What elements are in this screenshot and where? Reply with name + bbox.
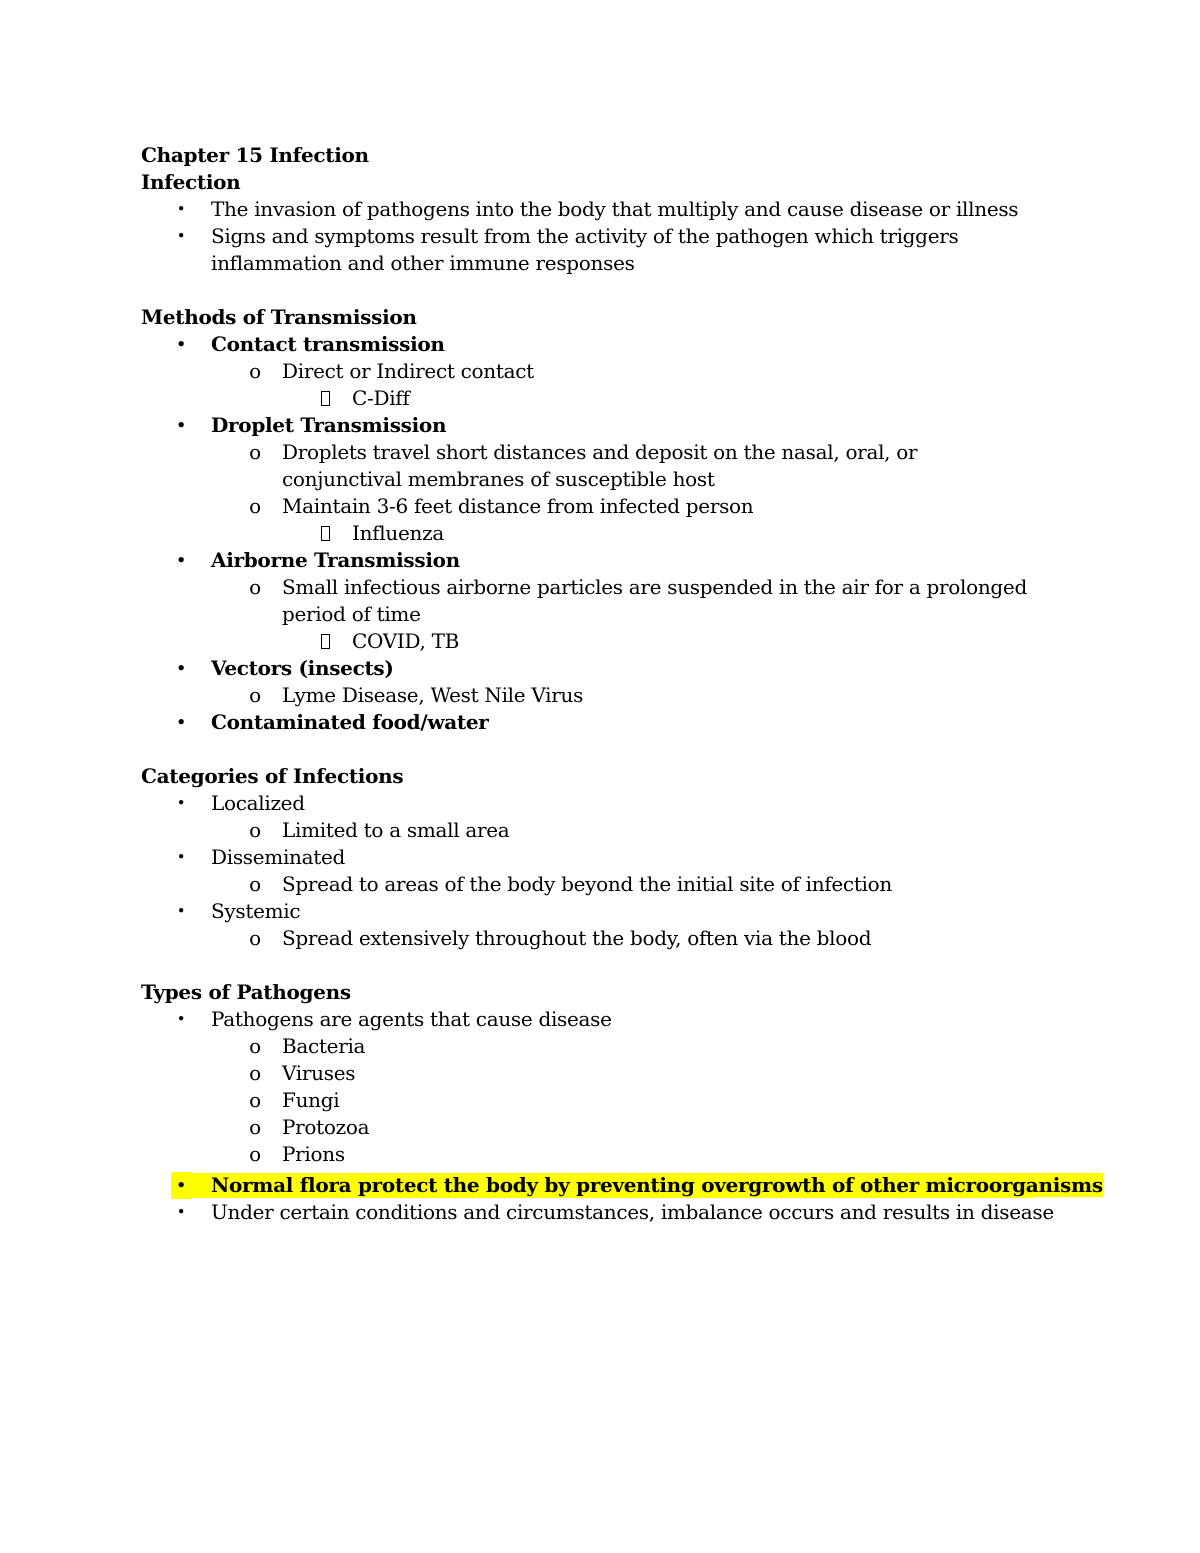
list-item-text: Localized <box>211 791 305 815</box>
list-item-text: Small infectious airborne particles are suspended in the air for a prolonged period of time <box>282 575 1027 626</box>
bullet-icon: • <box>176 713 186 731</box>
list-item <box>141 628 1091 655</box>
square-bullet-icon <box>313 385 337 412</box>
section-heading-transmission: Methods of Transmission <box>141 305 417 329</box>
list-item <box>141 412 1091 439</box>
circle-bullet-icon: o <box>249 440 261 464</box>
bullet-icon: • <box>171 1172 191 1199</box>
list-item-text: Protozoa <box>282 1115 370 1139</box>
bullet-icon: • <box>176 200 186 218</box>
list-item-text: Bacteria <box>282 1034 366 1058</box>
list-item-text: Systemic <box>211 899 301 923</box>
section-heading-pathogens: Types of Pathogens <box>141 980 351 1004</box>
list-item <box>141 520 1091 547</box>
bullet-icon: • <box>176 1010 186 1028</box>
list-item-text: Prions <box>282 1142 345 1166</box>
section-heading-infection: Infection <box>141 170 241 194</box>
list-item-text: Contaminated food/water <box>211 710 489 734</box>
bullet-icon: • <box>176 902 186 920</box>
list-item-text: Droplet Transmission <box>211 413 447 437</box>
list-item <box>141 925 1091 952</box>
list-item-text: COVID, TB <box>352 629 460 653</box>
list-item <box>141 1141 1091 1168</box>
list-item-text: Spread to areas of the body beyond the initial site of infection <box>282 872 892 896</box>
list-item-text: Droplets travel short distances and deposit on the nasal, oral, or conjunctival membranes of susceptible host <box>282 440 918 491</box>
bullet-icon: • <box>176 227 186 245</box>
circle-bullet-icon: o <box>249 872 261 896</box>
list-item <box>141 574 1091 628</box>
list-item <box>141 790 1091 817</box>
bullet-icon: • <box>176 1203 186 1221</box>
list-item-text: Influenza <box>352 521 444 545</box>
list-item <box>141 223 1091 277</box>
list-item-text: C-Diff <box>352 386 410 410</box>
list-item-text: Limited to a small area <box>282 818 510 842</box>
section-heading-categories: Categories of Infections <box>141 764 404 788</box>
document-page <box>141 142 1103 1226</box>
circle-bullet-icon: o <box>249 359 261 383</box>
list-item-text: Spread extensively throughout the body, often via the blood <box>282 926 872 950</box>
circle-bullet-icon: o <box>249 926 261 950</box>
list-item <box>141 817 1091 844</box>
list-item <box>141 871 1091 898</box>
circle-bullet-icon: o <box>249 1142 261 1166</box>
list-item <box>141 439 1091 493</box>
list-item-text: The invasion of pathogens into the body that multiply and cause disease or illness <box>211 197 1019 221</box>
list-item <box>141 1006 1091 1033</box>
bullet-icon: • <box>176 416 186 434</box>
list-item-text: Fungi <box>282 1088 340 1112</box>
list-item <box>141 898 1091 925</box>
list-item <box>141 682 1091 709</box>
highlighted-list-item <box>141 1172 1103 1199</box>
list-item <box>141 709 1091 736</box>
list-item-text: Viruses <box>282 1061 356 1085</box>
list-item-text: Disseminated <box>211 845 346 869</box>
list-item <box>141 331 1091 358</box>
circle-bullet-icon: o <box>249 1115 261 1139</box>
list-item-text: Airborne Transmission <box>211 548 460 572</box>
list-item <box>141 1033 1091 1060</box>
list-item-text: Maintain 3-6 feet distance from infected person <box>282 494 754 518</box>
circle-bullet-icon: o <box>249 1034 261 1058</box>
list-item-text: Vectors (insects) <box>211 656 394 680</box>
list-item <box>141 844 1091 871</box>
bullet-icon: • <box>176 848 186 866</box>
list-item <box>141 1114 1091 1141</box>
list-item <box>141 1087 1091 1114</box>
list-item <box>141 547 1091 574</box>
list-item-text: Under certain conditions and circumstances, imbalance occurs and results in disease <box>211 1200 1054 1224</box>
circle-bullet-icon: o <box>249 494 261 518</box>
list-item <box>141 358 1091 385</box>
list-item <box>141 1060 1091 1087</box>
bullet-icon: • <box>176 659 186 677</box>
list-item <box>141 1199 1091 1226</box>
circle-bullet-icon: o <box>249 1088 261 1112</box>
bullet-icon: • <box>176 551 186 569</box>
list-item-text: Lyme Disease, West Nile Virus <box>282 683 584 707</box>
circle-bullet-icon: o <box>249 683 261 707</box>
square-bullet-icon <box>313 628 337 655</box>
list-item <box>141 655 1091 682</box>
list-item <box>141 196 1091 223</box>
circle-bullet-icon: o <box>249 818 261 842</box>
list-item-text: Signs and symptoms result from the activity of the pathogen which triggers inflammation and other immune responses <box>211 224 959 275</box>
list-item-text: Pathogens are agents that cause disease <box>211 1007 612 1031</box>
bullet-icon: • <box>176 794 186 812</box>
page-title: Chapter 15 Infection <box>141 143 369 167</box>
circle-bullet-icon: o <box>249 575 261 599</box>
list-item <box>141 493 1091 520</box>
list-item <box>141 385 1091 412</box>
list-item-text: Normal flora protect the body by preventing overgrowth of other microorganisms <box>211 1173 1103 1197</box>
circle-bullet-icon: o <box>249 1061 261 1085</box>
list-item-text: Direct or Indirect contact <box>282 359 534 383</box>
bullet-icon: • <box>176 335 186 353</box>
square-bullet-icon <box>313 520 337 547</box>
list-item-text: Contact transmission <box>211 332 445 356</box>
